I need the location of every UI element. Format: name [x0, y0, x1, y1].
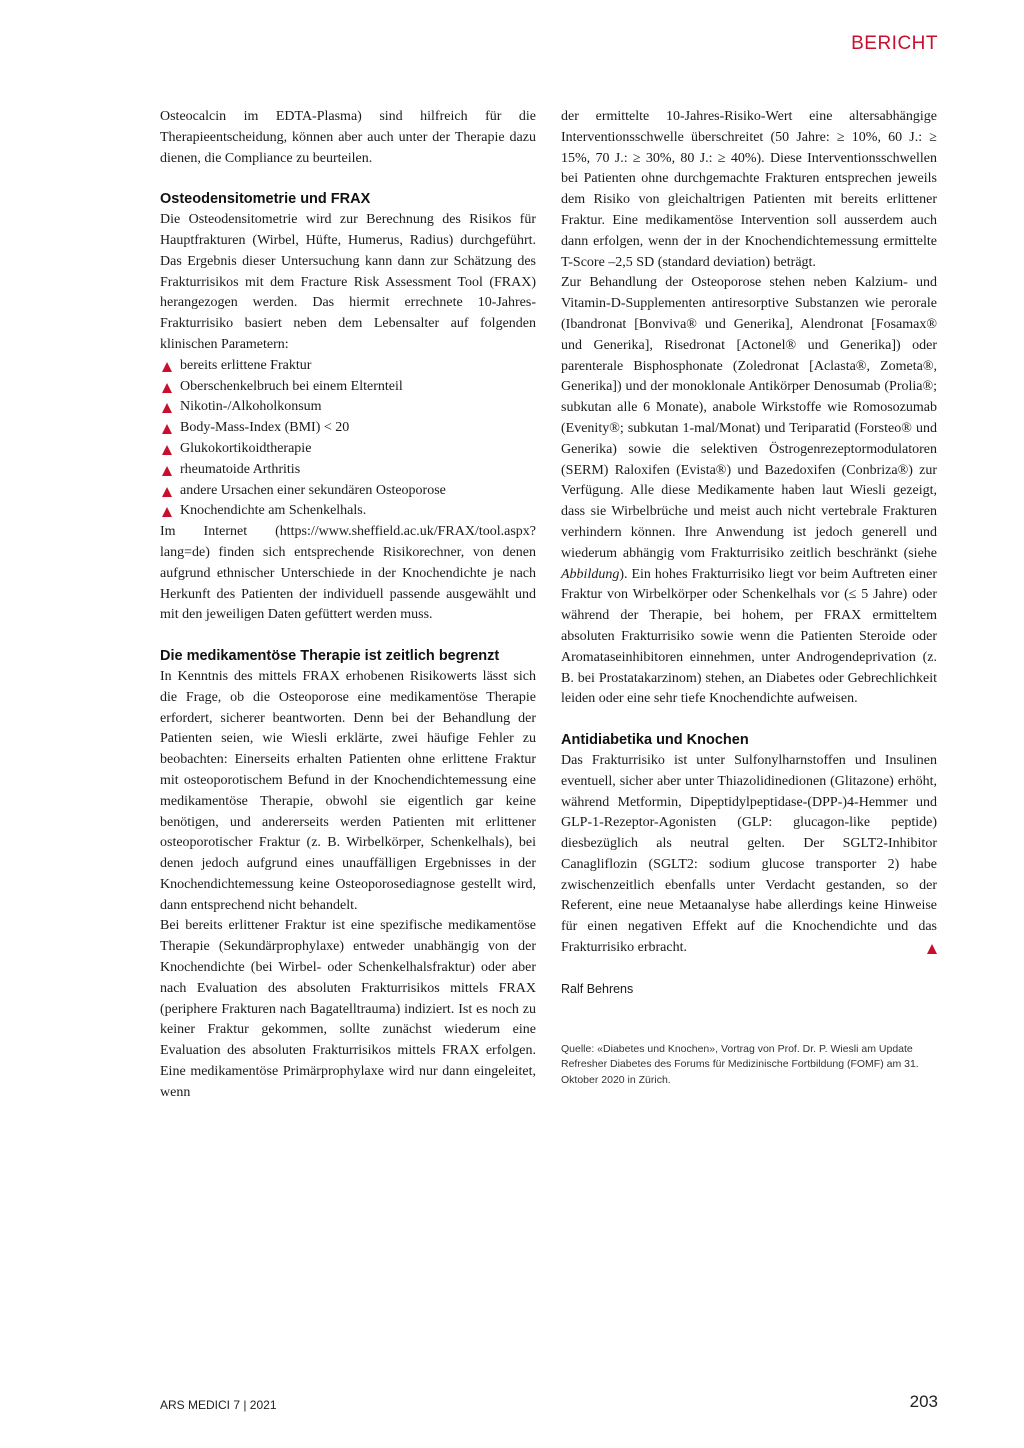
list-item: bereits erlittene Fraktur [160, 356, 536, 377]
page-number: 203 [909, 1392, 938, 1411]
paragraph-intro: Osteocalcin im EDTA-Plasma) sind hilfreich für die Therapieentscheidung, können aber auch unter der Therapie dazu dienen, die Compliance zu beurteilen. [160, 109, 536, 166]
list-item: Oberschenkelbruch bei einem Elternteil [160, 377, 536, 398]
red-triangle-icon [162, 507, 172, 517]
source-note: Quelle: «Diabetes und Knochen», Vortrag von Prof. Dr. P. Wiesli am Update Refresher Diabetes des Forums für Medizinische Fortbildung (FOMF) am 31. Oktober 2020 in Zürich. [561, 1042, 919, 1086]
right-column [561, 107, 937, 1088]
heading-therapie: Die medikamentöse Therapie ist zeitlich begrenzt [160, 648, 500, 665]
paragraph-therapie-1: In Kenntnis des mittels FRAX erhobenen Risikowerts lässt sich die Frage, ob die Osteoporose eine medikamentöse Therapie erfordert, sicherer beantworten. Denn bei der Behandlung der Patienten seien, wie Wiesli erklärte, zwei häufige Fehler zu beobachten: Einerseits erhalten Patienten ohne erlittene Fraktur mit osteoporotischem Befund in der Knochendichtemessung eine medikamentöse Therapie, obwohl sie eigentlich gar keine benötigen, und andererseits werden Patienten mit erlittener osteoporotischer Fraktur (z. B. Wirbelkörper, Schenkelhals), bei denen jedoch aufgrund eines unauffälligen Ergebnisses in der Knochendichtemessung keine Osteoporosediagnose gestellt wird, dann entsprechend nicht behandelt. [160, 668, 536, 913]
journal-footer: ARS MEDICI 7 | 2021 [160, 1398, 277, 1412]
figure-reference: Abbildung [561, 566, 620, 582]
red-triangle-icon [162, 445, 172, 455]
red-triangle-icon [162, 424, 172, 434]
list-item: Nikotin-/Alkoholkonsum [160, 397, 536, 418]
left-column [160, 107, 536, 1104]
red-triangle-icon [162, 487, 172, 497]
section-label: BERICHT [851, 33, 938, 54]
paragraph-therapie-2: Bei bereits erlittener Fraktur ist eine spezifische medikamentöse Therapie (Sekundärprophylaxe) entweder unabhängig von der Knochendichte (bei Wirbel- oder Schenkelhalsfraktur) oder aber nach Evaluation des absoluten Frakturrisikos mittels FRAX (periphere Frakturen nach Bagatelltrauma) indiziert. Ist es noch zu keiner Fraktur gekommen, sollte zunächst wiederum eine Evaluation des absoluten Frakturrisikos mittels FRAX erfolgen. Eine medikamentöse Primärprophylaxe wird nur dann eingeleitet, wenn [160, 918, 536, 1100]
red-triangle-icon [162, 383, 172, 393]
heading-antidiabetika: Antidiabetika und Knochen [561, 732, 749, 749]
section-antidiabetika [561, 730, 937, 959]
red-triangle-icon [162, 362, 172, 372]
end-triangle-icon [927, 944, 937, 954]
paragraph-continued: der ermittelte 10-Jahres-Risiko-Wert eine altersabhängige Interventionsschwelle überschreitet (50 Jahre: ≥ 10%, 60 J.: ≥ 15%, 70 J.: ≥ 30%, 80 J.: ≥ 40%). Diese Interventionsschwellen bei Patienten ohne durchgemachte Frakturen entsprechen jeweils dem Risiko von gleichaltrigen Patienten mit bereits erlittener Fraktur. Eine medikamentöse Intervention soll ausserdem auch dann erfolgen, wenn der in der Knochendichtemessung ermittelte T-Score –2,5 SD (standard deviation) beträgt. [561, 109, 937, 270]
list-item: rheumatoide Arthritis [160, 460, 536, 481]
author-name: Ralf Behrens [561, 981, 634, 996]
paragraph-frax: Die Osteodensitometrie wird zur Berechnung des Risikos für Hauptfrakturen (Wirbel, Hüfte, Humerus, Radius) durchgeführt. Das Ergebnis dieser Untersuchung kann dann zur Schätzung des Frakturrisikos mit dem Fracture Risk Assessment Tool (FRAX) herangezogen werden. Das hiermit errechnete 10-Jahres-Frakturrisiko basiert neben dem Lebensalter auf folgenden klinischen Parametern: [160, 212, 536, 352]
red-triangle-icon [162, 466, 172, 476]
list-item: andere Ursachen einer sekundären Osteoporose [160, 481, 536, 502]
section-frax [160, 189, 536, 626]
parameter-list [160, 356, 536, 522]
paragraph-internet: Im Internet (https://www.sheffield.ac.uk/FRAX/tool.aspx?lang=de) finden sich entsprechende Risikorechner, von denen aufgrund ethnischer Unterschiede in der Knochendichte je nach Herkunft des Patienten der individuell passende ausgewählt und mit den jeweiligen Daten gefüttert werden muss. [160, 524, 536, 623]
paragraph-antidiabetika: Das Frakturrisiko ist unter Sulfonylharnstoffen und Insulinen eventuell, sicher aber unter Thiazolidinedionen (Glitazone) erhöht, während Metformin, Dipeptidylpeptidase-(DPP-)4-Hemmer und GLP-1-Rezeptor-Agonisten (GLP: glucagon-like peptide) diesbezüglich als neutral gelten. Der SGLT2-Inhibitor Canagliflozin (SGLT2: sodium glucose transporter 2) habe zwischenzeitlich ebenfalls unter Verdacht gestanden, so der Referent, eine neue Metaanalyse habe allerdings keine Hinweise für einen negativen Effekt auf die Knochendichte und das Frakturrisiko erbracht. [561, 752, 937, 956]
list-item: Body-Mass-Index (BMI) < 20 [160, 418, 536, 439]
red-triangle-icon [162, 403, 172, 413]
paragraph-behandlung: Zur Behandlung der Osteoporose stehen neben Kalzium- und Vitamin-D-Supplementen antiresorptive Substanzen wie perorale (Ibandronat [Bonviva® und Generika], Alendronat [Fosamax® und Generika], Risedronat [Actonel® und Generika]) oder parenterale Bisphosphonate (Zoledronat [Aclasta®, Zometa®, Generika]) und der monoklonale Antikörper Denosumab (Prolia®; subkutan alle 6 Monate), anabole Wirkstoffe wie Romosozumab (Evenity®; subkutan 1-mal/Monat) und Teriparatid (Forsteo® und Generika) sowie die selektiven Östrogenrezeptormodulatoren (SERM) Raloxifen (Evista®) und Bazedoxifen (Conbriza®) zur Verfügung. Alle diese Medikamente haben laut Wiesli gezeigt, dass sie Wirbelbrüche und meist auch nicht vertebrale Frakturen verhindern können. Ihre Anwendung ist jedoch generell und wiederum abhängig vom Frakturrisiko zeitlich beschränkt (siehe Abbildung). Ein hohes Frakturrisiko liegt vor beim Auftreten einer Fraktur von Wirbelkörper oder Schenkelhals vor (≤ 5 Jahre) oder während der Therapie, bei hohem, per FRAX ermitteltem absoluten Frakturrisiko sowie wenn die Patienten Steroide oder Aromataseinhibitoren einnehmen, unter Androgendeprivation (z. B. bei Prostatakarzinom) stehen, an Diabetes oder Gebrechlichkeit leiden oder eine sehr tiefe Knochendichte aufweisen. [561, 275, 937, 707]
list-item: Knochendichte am Schenkelhals. [160, 501, 536, 522]
list-item: Glukokortikoidtherapie [160, 439, 536, 460]
section-therapie [160, 646, 536, 1104]
heading-frax: Osteodensitometrie und FRAX [160, 191, 371, 208]
